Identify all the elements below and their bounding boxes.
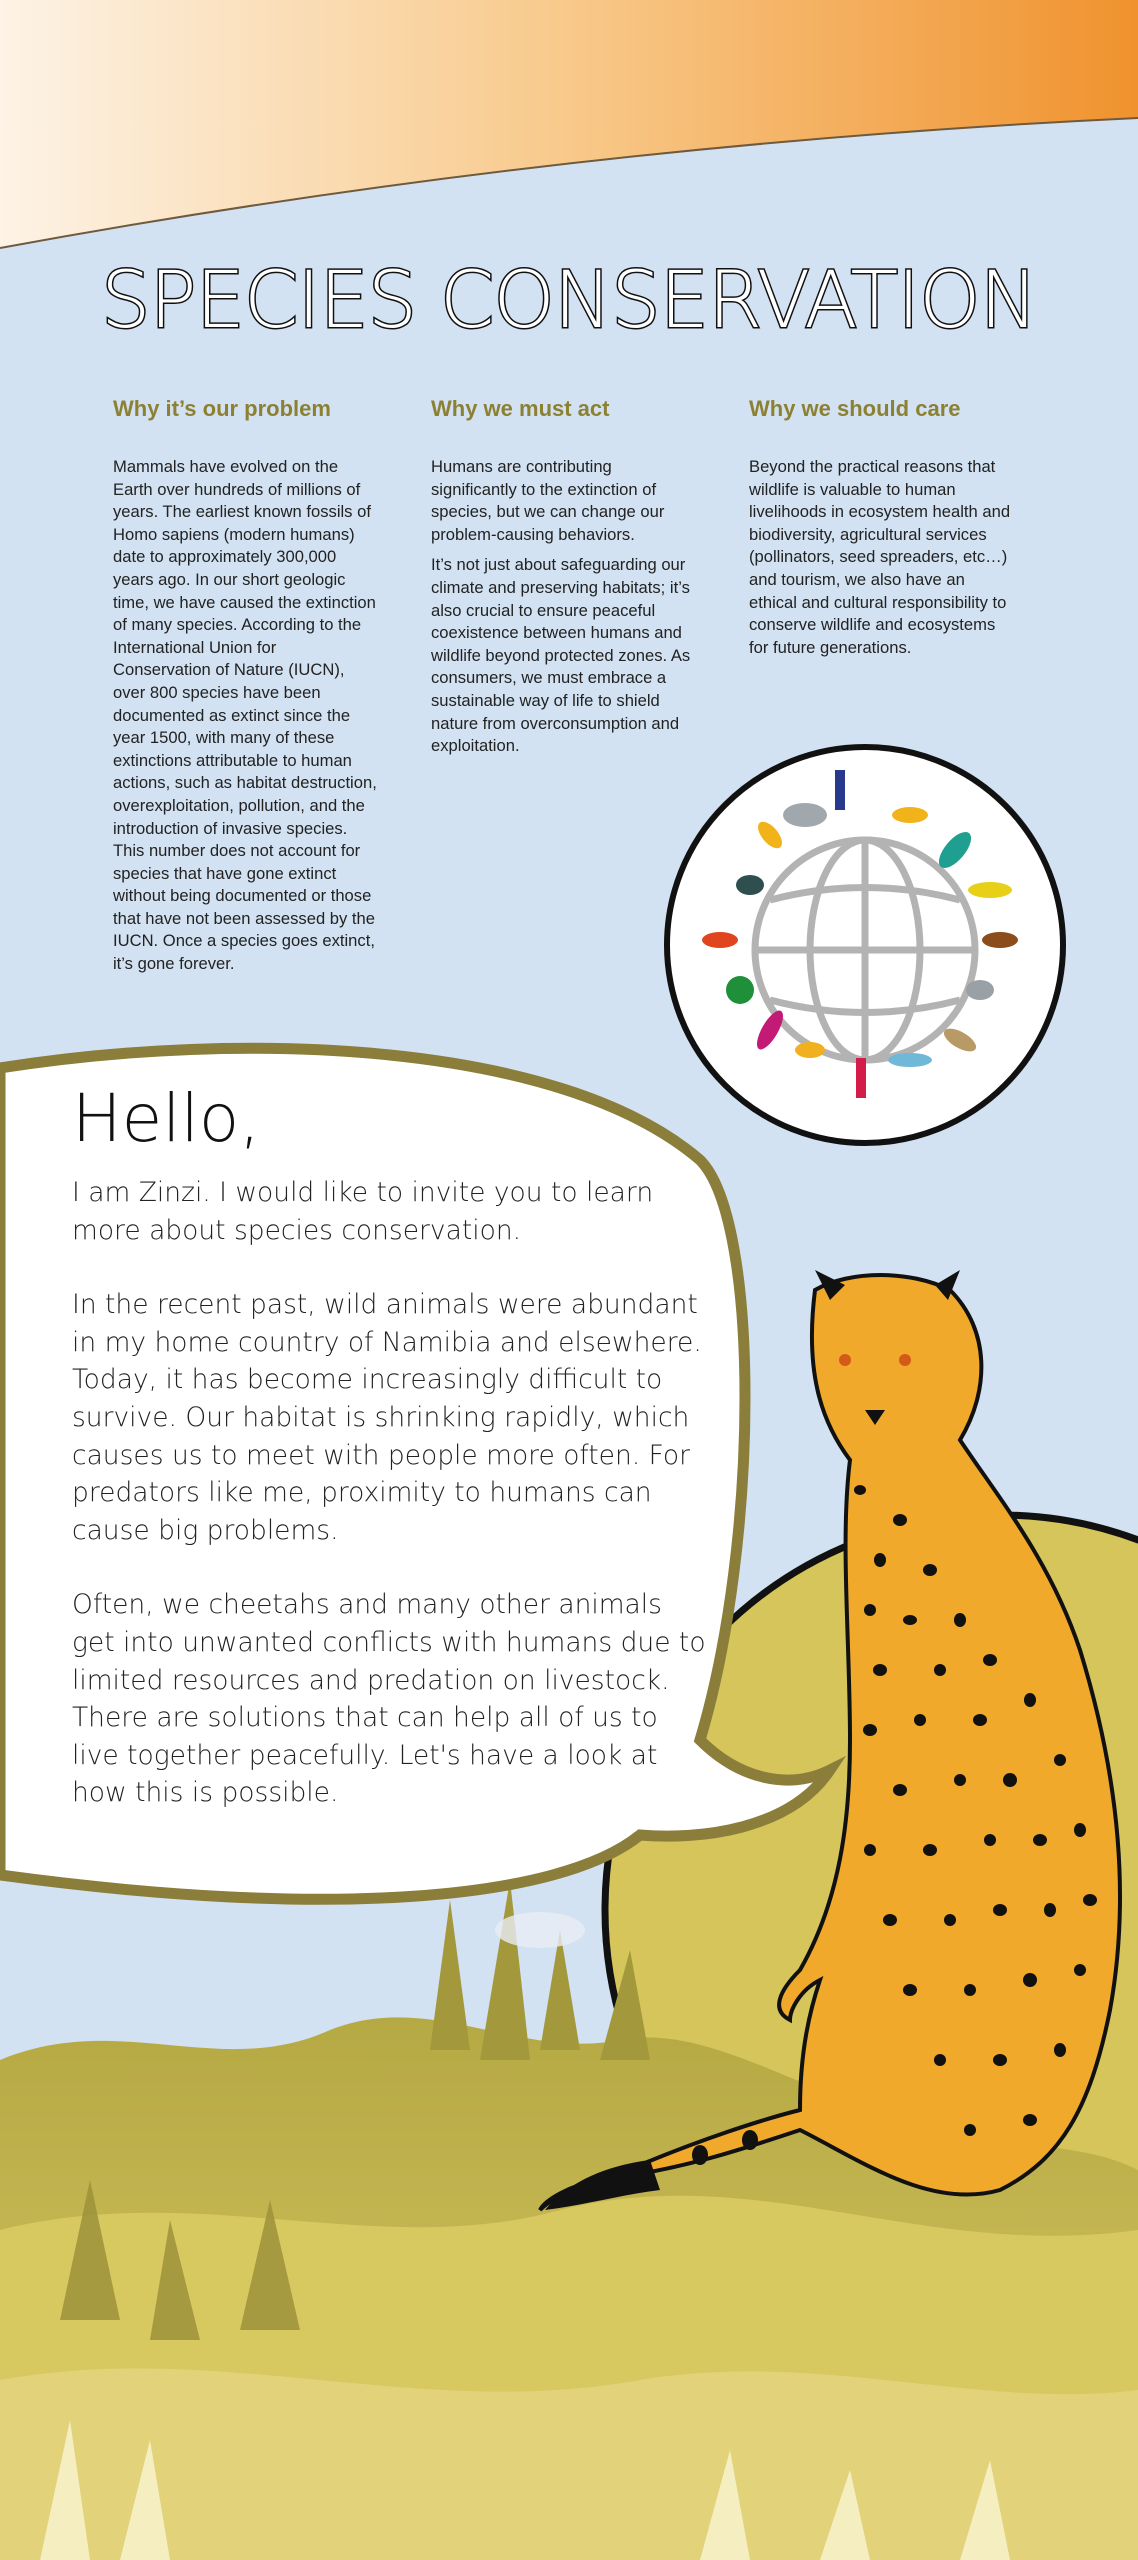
speech-paragraph: Often, we cheetahs and many other animals get into unwanted conflicts with humans due to limited resources and predation on livestock. There are solutions that can help all of us to live together peacefully. Let's have a look at how this is possible. [72,1589,706,1809]
top-banner [0,0,1138,248]
speech-paragraph: I am Zinzi. I would like to invite you to learn more about species conservation. [72,1177,654,1246]
column-paragraph: Mammals have evolved on the Earth over hundreds of millions of years. The earliest known fossils of Homo sapiens (modern humans) date to approximately 300,000 years ago. In our short geologic time, we have caused the extinction of many species. According to the International Union for Conservation of Nature (IUCN), over 800 species have been documented as extinct since the year 1500, with many of these extinctions attributable to human actions, such as habitat destruction, overexploitation, pollution, and the introduction of invasive species. This number does not account for species that have gone extinct without being documented or those that have not been assessed by the IUCN. Once a species goes extinct, it’s gone forever. [113,457,377,974]
column-heading: Why it’s our problem [113,396,331,421]
column-heading: Why we must act [431,396,610,421]
column-must-act [431,396,696,766]
column-paragraph: Humans are contributing significantly to the extinction of species, but we can change our problem-causing behaviors. [431,457,665,544]
speech-paragraph: In the recent past, wild animals were abundant in my home country of Namibia and elsewhere. Today, it has become increasingly difficult to survive. Our habitat is shrinking rapidly, which causes us to meet with people more often. For predators like me, proximity to humans can cause big problems. [72,1289,702,1546]
speech-greeting: Hello, [72,1080,261,1157]
column-our-problem [113,396,378,984]
globe-icon [660,740,1070,1150]
page-title: SPECIES CONSERVATION [101,256,1037,346]
column-paragraph: Beyond the practical reasons that wildlife is valuable to human livelihoods in ecosystem health and biodiversity, agricultural services (pollinators, seed spreaders, etc…) and tourism, we also have an ethical and cultural responsibility to conserve wildlife and ecosystems for future generations. [749,457,1011,657]
column-heading: Why we should care [749,396,961,421]
column-paragraph: It’s not just about safeguarding our climate and preserving habitats; it’s also crucial to ensure peaceful coexistence between humans and wildlife beyond protected zones. As consumers, we must embrace a sustainable way of life to shield nature from overconsumption and exploitation. [431,555,691,756]
speech-text [72,1080,712,1849]
column-should-care [749,396,1014,667]
